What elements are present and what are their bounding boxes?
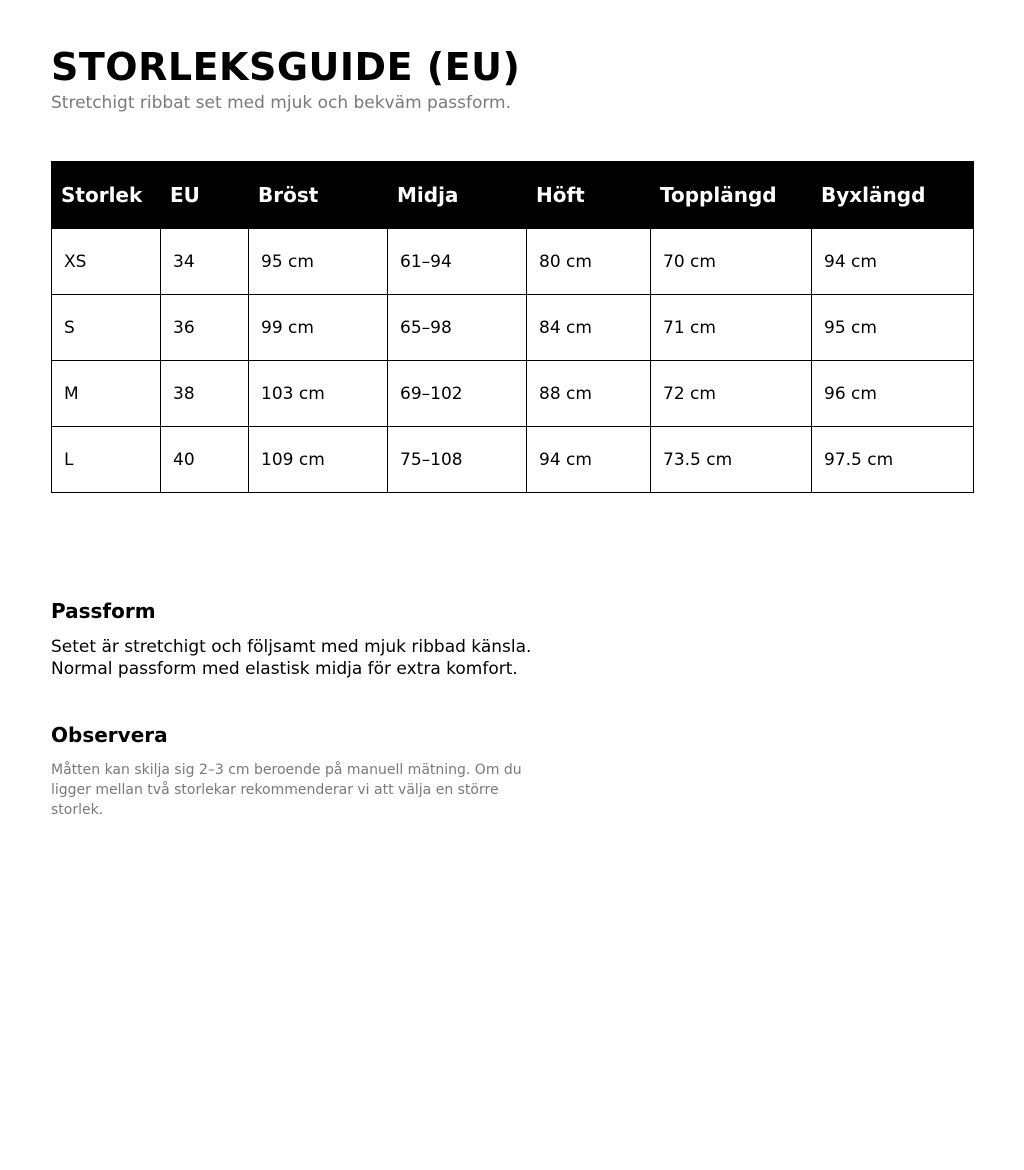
table-cell: 75–108 [388,427,527,493]
fit-line: Normal passform med elastisk midja för extra komfort. [51,659,518,679]
table-cell: XS [52,229,161,295]
table-cell: 38 [161,361,249,427]
table-row [52,229,974,295]
table-cell: S [52,295,161,361]
table-header-row [52,162,974,229]
table-cell: 84 cm [527,295,651,361]
table-cell: 97.5 cm [812,427,974,493]
column-header-pant-length: Byxlängd [812,162,974,229]
page-title: STORLEKSGUIDE (EU) [51,45,521,89]
table-row [52,295,974,361]
table-cell: 95 cm [249,229,388,295]
table-cell: 70 cm [651,229,812,295]
table-cell: 61–94 [388,229,527,295]
page-subtitle: Stretchigt ribbat set med mjuk och bekväm passform. [51,93,512,113]
table-cell: M [52,361,161,427]
column-header-top-length: Topplängd [651,162,812,229]
fit-description [51,636,531,680]
table-cell: 95 cm [812,295,974,361]
table-cell: 94 cm [527,427,651,493]
table-row [52,427,974,493]
table-cell: 80 cm [527,229,651,295]
table-cell: 71 cm [651,295,812,361]
table-cell: 96 cm [812,361,974,427]
table-cell: 36 [161,295,249,361]
table-cell: 69–102 [388,361,527,427]
fit-heading: Passform [51,599,156,623]
column-header-eu: EU [161,162,249,229]
table-cell: 88 cm [527,361,651,427]
column-header-chest: Bröst [249,162,388,229]
column-header-waist: Midja [388,162,527,229]
table-cell: 34 [161,229,249,295]
table-cell: 73.5 cm [651,427,812,493]
table-cell: 72 cm [651,361,812,427]
column-header-hip: Höft [527,162,651,229]
table-cell: 65–98 [388,295,527,361]
note-text: Måtten kan skilja sig 2–3 cm beroende på manuell mätning. Om du ligger mellan två storlekar rekommenderar vi att välja en större storlek. [51,762,522,818]
table-cell: L [52,427,161,493]
table-cell: 94 cm [812,229,974,295]
note-heading: Observera [51,723,168,747]
fit-line: Setet är stretchigt och följsamt med mjuk ribbad känsla. [51,637,532,657]
table-row [52,361,974,427]
table-cell: 109 cm [249,427,388,493]
table-cell: 99 cm [249,295,388,361]
table-cell: 103 cm [249,361,388,427]
column-header-size: Storlek [52,162,161,229]
size-table [51,161,974,493]
table-cell: 40 [161,427,249,493]
